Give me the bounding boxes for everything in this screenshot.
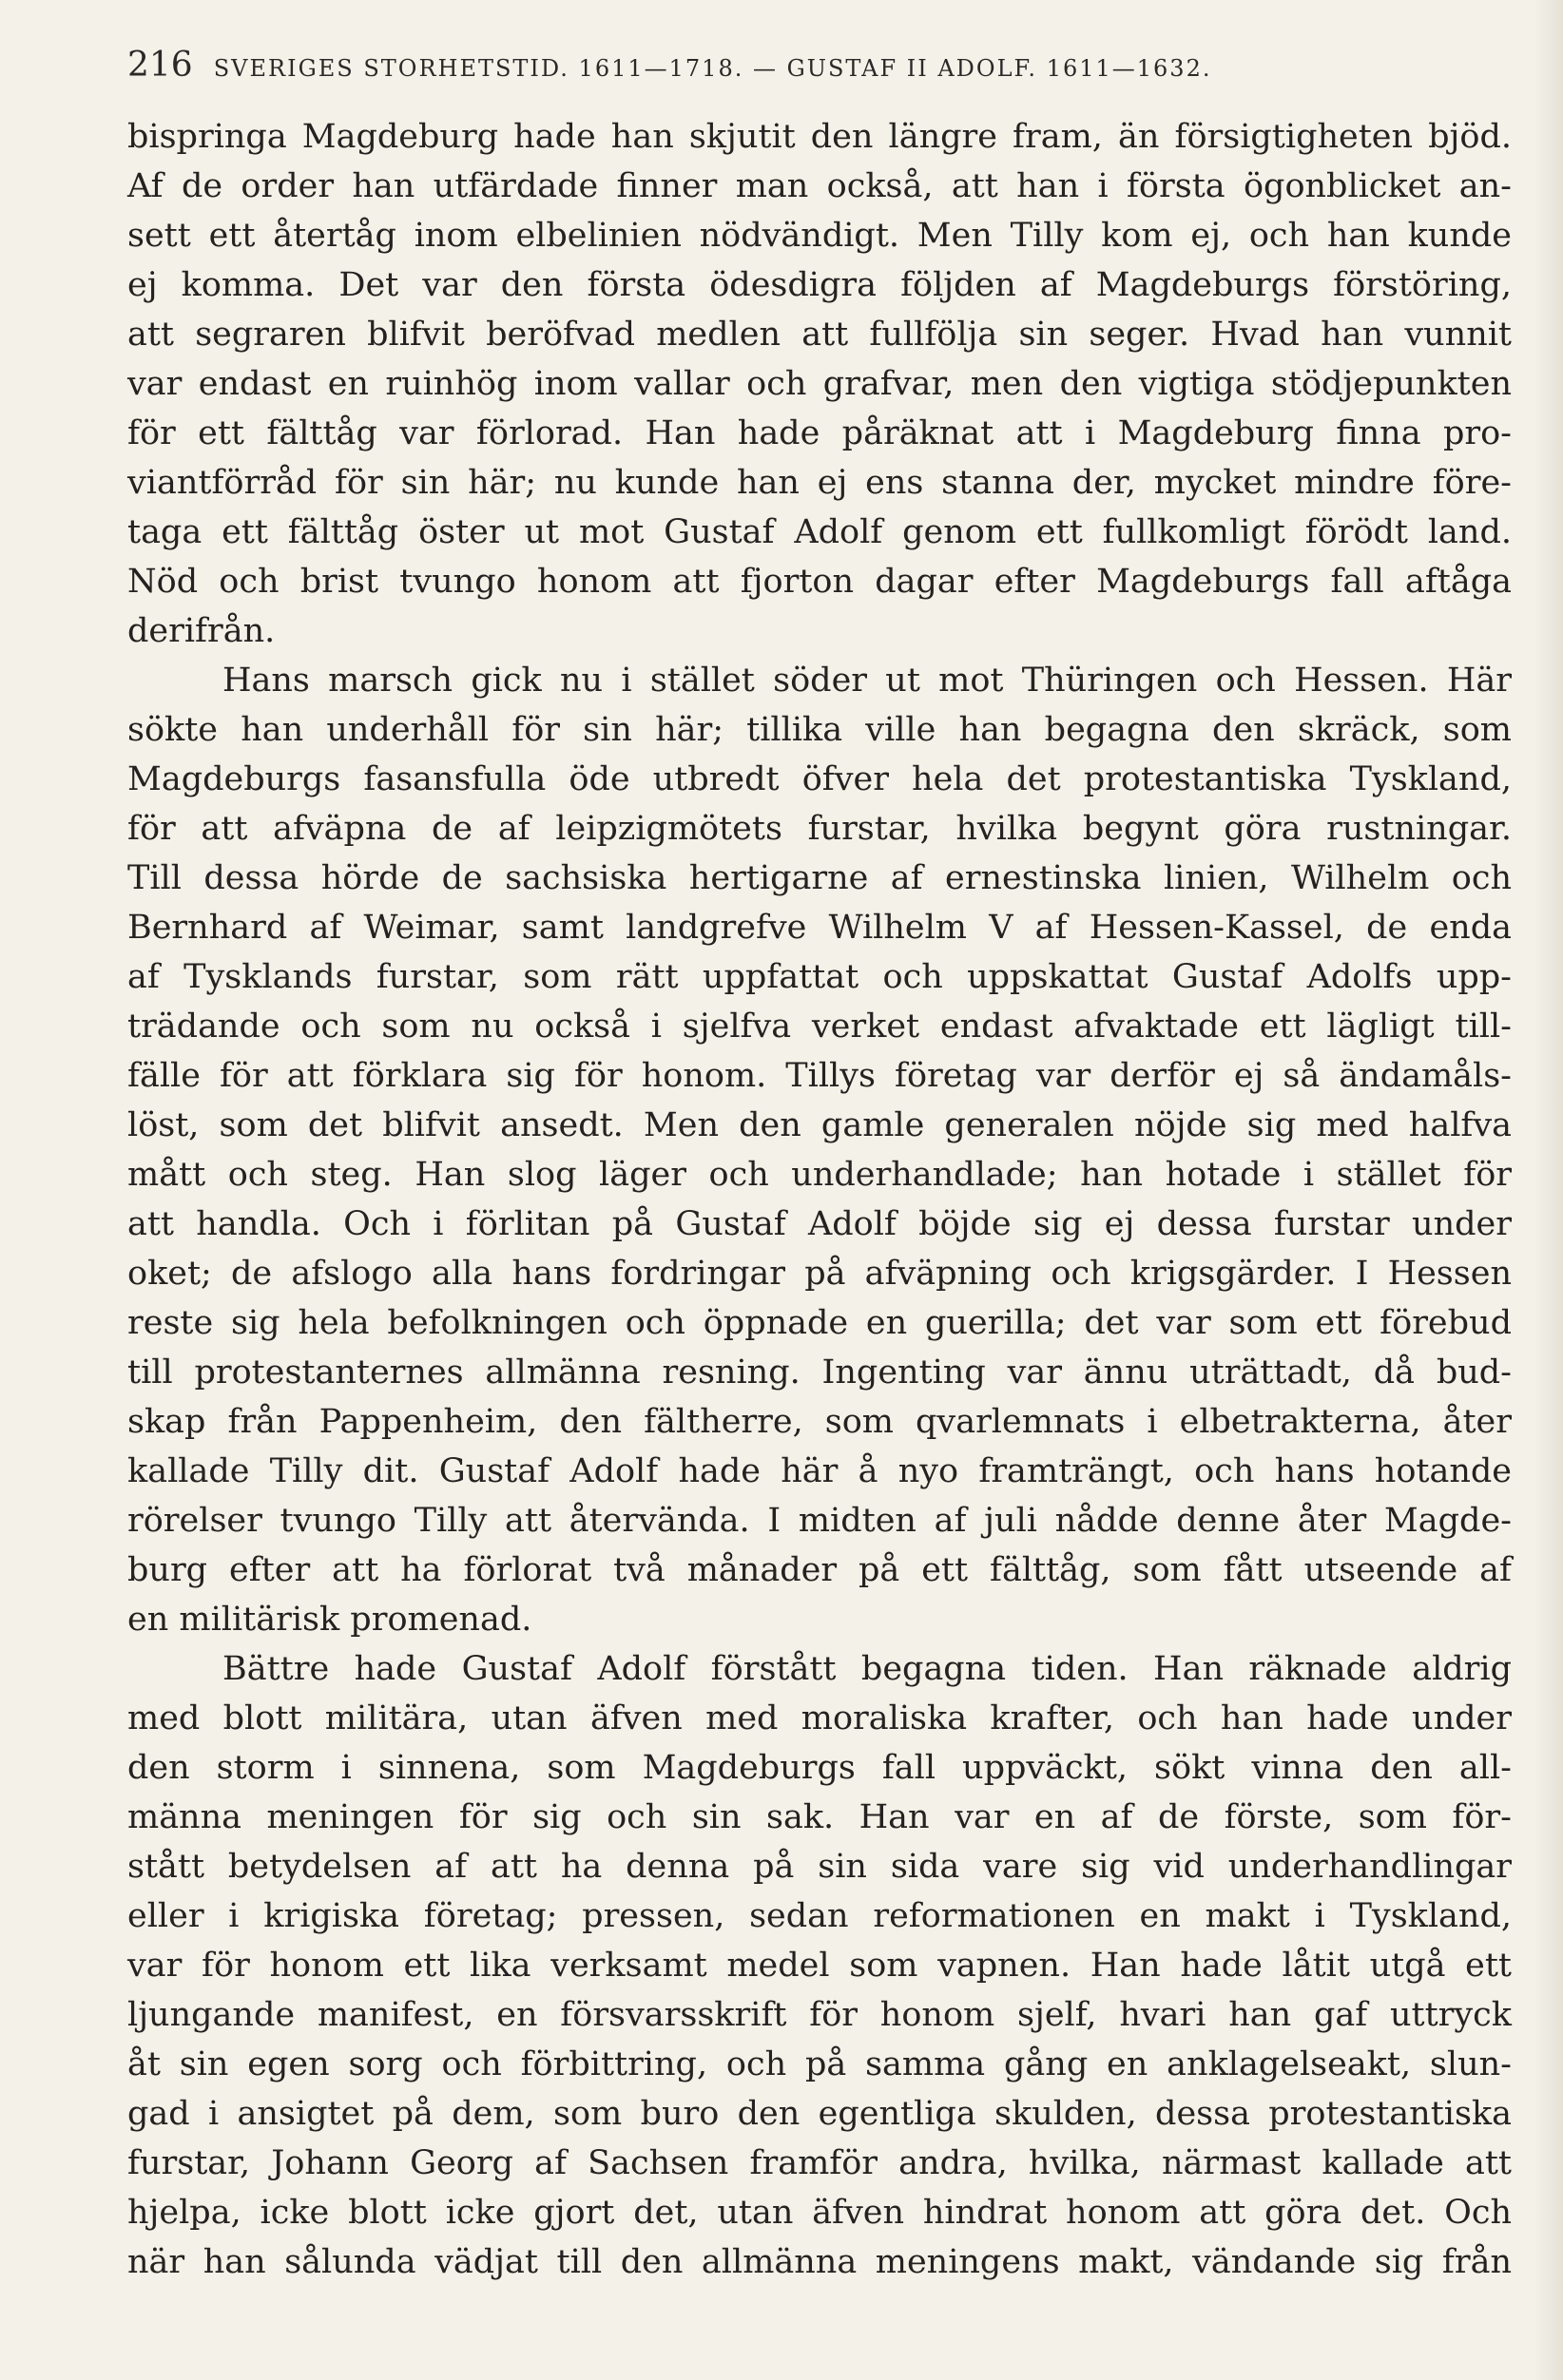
text-line: var för honom ett lika verksamt medel som vapnen. Han hade låtit utgå ett xyxy=(127,1947,1512,1985)
text-line: för ett fälttåg var förlorad. Han hade påräknat att i Magdeburg finna pro- xyxy=(127,414,1512,452)
running-head: SVERIGES STORHETSTID. 1611—1718. — GUSTAF II ADOLF. 1611—1632. xyxy=(213,55,1212,82)
text-line: stått betydelsen af att ha denna på sin sida vare sig vid underhandlingar xyxy=(127,1848,1512,1886)
text-line: reste sig hela befolkningen och öppnade en guerilla; det var som ett förebud xyxy=(127,1304,1512,1342)
text-line: ej komma. Det var den första ödesdigra följden af Magdeburgs förstöring, xyxy=(127,266,1512,304)
text-line: männa meningen för sig och sin sak. Han var en af de förste, som för- xyxy=(127,1798,1512,1836)
text-line: den storm i sinnena, som Magdeburgs fall uppväckt, sökt vinna den all- xyxy=(127,1749,1512,1787)
text-line: mått och steg. Han slog läger och underhandlade; han hotade i stället för xyxy=(127,1156,1512,1194)
text-line: eller i krigiska företag; pressen, sedan reformationen en makt i Tyskland, xyxy=(127,1897,1512,1935)
text-line: bispringa Magdeburg hade han skjutit den längre fram, än försigtigheten bjöd. xyxy=(127,118,1512,156)
text-line: furstar, Johann Georg af Sachsen framför andra, hvilka, närmast kallade att xyxy=(127,2144,1512,2182)
text-line: sökte han underhåll för sin här; tillika ville han begagna den skräck, som xyxy=(127,711,1512,749)
text-line: åt sin egen sorg och förbittring, och på samma gång en anklagelseakt, slun- xyxy=(127,2045,1512,2083)
page-edge-shadow xyxy=(1534,0,1563,2380)
body-text xyxy=(127,112,1512,2287)
text-line: Af de order han utfärdade finner man också, att han i första ögonblicket an- xyxy=(127,167,1512,205)
text-line: rörelser tvungo Tilly att återvända. I midten af juli nådde denne åter Magde- xyxy=(127,1502,1512,1540)
text-line: Hans marsch gick nu i stället söder ut mot Thüringen och Hessen. Här xyxy=(222,662,1512,700)
text-line: att handla. Och i förlitan på Gustaf Adolf böjde sig ej dessa furstar under xyxy=(127,1205,1512,1243)
page-number: 216 xyxy=(127,46,193,85)
text-line: burg efter att ha förlorat två månader på ett fälttåg, som fått utseende af xyxy=(127,1551,1512,1589)
text-line: taga ett fälttåg öster ut mot Gustaf Adolf genom ett fullkomligt förödt land. xyxy=(127,513,1512,551)
text-line: skap från Pappenheim, den fältherre, som qvarlemnats i elbetrakterna, åter xyxy=(127,1403,1512,1441)
text-line: med blott militära, utan äfven med moraliska krafter, och han hade under xyxy=(127,1699,1512,1737)
text-line: Till dessa hörde de sachsiska hertigarne af ernestinska linien, Wilhelm och xyxy=(127,859,1512,897)
text-line: att segraren blifvit beröfvad medlen att fullfölja sin seger. Hvad han vunnit xyxy=(127,316,1512,354)
text-line: när han sålunda vädjat till den allmänna meningens makt, vändande sig från xyxy=(127,2243,1512,2281)
page-header xyxy=(127,46,1436,91)
text-line: kallade Tilly dit. Gustaf Adolf hade här å nyo framträngt, och hans hotande xyxy=(127,1452,1512,1490)
text-line: af Tysklands furstar, som rätt uppfattat och uppskattat Gustaf Adolfs upp- xyxy=(127,958,1512,996)
text-line: viantförråd för sin här; nu kunde han ej ens stanna der, mycket mindre före- xyxy=(127,464,1512,502)
text-line: fälle för att förklara sig för honom. Tillys företag var derför ej så ändamåls- xyxy=(127,1057,1512,1095)
text-line: var endast en ruinhög inom vallar och grafvar, men den vigtiga stödjepunkten xyxy=(127,365,1512,403)
text-line: Magdeburgs fasansfulla öde utbredt öfver hela det protestantiska Tyskland, xyxy=(127,760,1512,798)
text-line: trädande och som nu också i sjelfva verket endast afvaktade ett lägligt till- xyxy=(127,1008,1512,1046)
text-line: sett ett återtåg inom elbelinien nödvändigt. Men Tilly kom ej, och han kunde xyxy=(127,217,1512,255)
text-line: löst, som det blifvit ansedt. Men den gamle generalen nöjde sig med halfva xyxy=(127,1106,1512,1144)
text-line: Bernhard af Weimar, samt landgrefve Wilhelm V af Hessen-Kassel, de enda xyxy=(127,909,1512,947)
text-line: oket; de afslogo alla hans fordringar på afväpning och krigsgärder. I Hessen xyxy=(127,1255,1512,1293)
text-line: till protestanternes allmänna resning. Ingenting var ännu uträttadt, då bud- xyxy=(127,1353,1512,1392)
text-line: för att afväpna de af leipzigmötets furstar, hvilka begynt göra rustningar. xyxy=(127,810,1512,848)
text-line: Bättre hade Gustaf Adolf förstått begagna tiden. Han räknade aldrig xyxy=(222,1650,1512,1688)
text-line: en militärisk promenad. xyxy=(127,1601,532,1639)
text-line: Nöd och brist tvungo honom att fjorton dagar efter Magdeburgs fall aftåga xyxy=(127,563,1512,601)
text-line: gad i ansigtet på dem, som buro den egentliga skulden, dessa protestantiska xyxy=(127,2095,1512,2133)
text-line: ljungande manifest, en försvarsskrift för honom sjelf, hvari han gaf uttryck xyxy=(127,1996,1512,2034)
text-line: hjelpa, icke blott icke gjort det, utan äfven hindrat honom att göra det. Och xyxy=(127,2194,1512,2232)
text-line: derifrån. xyxy=(127,612,276,650)
